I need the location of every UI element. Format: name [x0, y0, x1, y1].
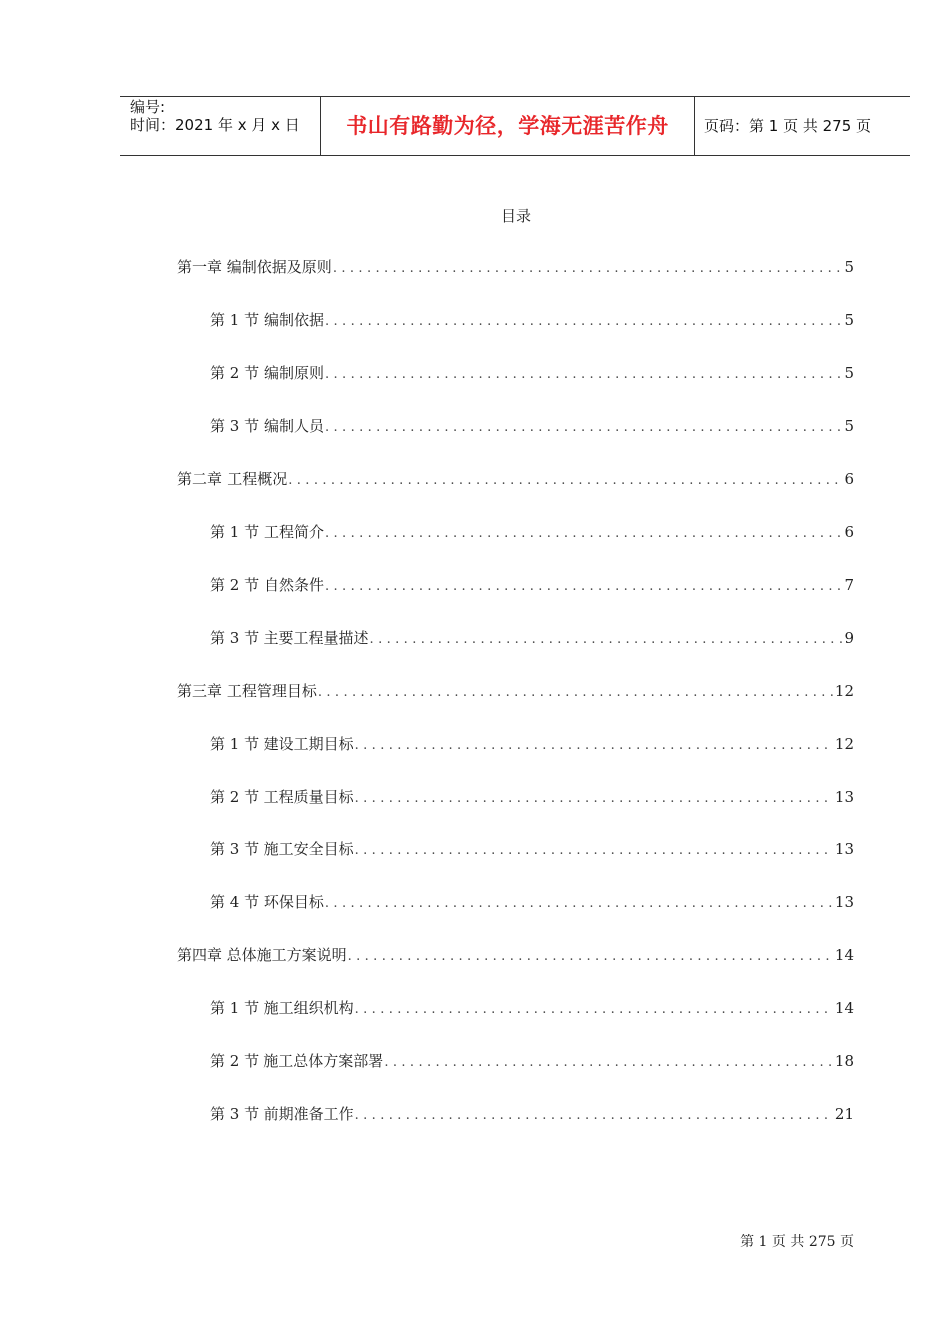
toc-entry-label: 第 1 节: [210, 311, 260, 329]
toc-dot-leader: [332, 258, 843, 280]
toc-entry-label: 第三章: [177, 682, 223, 700]
toc-dot-leader: [324, 417, 842, 439]
toc-entry-text: 工程简介: [263, 523, 324, 541]
toc-entry-text: 工程质量目标: [263, 788, 354, 806]
toc-entry-text: 工程管理目标: [226, 682, 317, 700]
toc-entry-label: 第 1 节: [210, 735, 260, 753]
toc-dot-leader: [354, 1105, 833, 1127]
toc-entry-section[interactable]: [210, 1103, 854, 1125]
toc-entry-page: 5: [844, 258, 854, 276]
toc-dot-leader: [324, 893, 833, 915]
toc-entry-label: 第 2 节: [210, 576, 260, 594]
toc-entry-label: 第 1 节: [210, 523, 260, 541]
toc-entry-page: 13: [834, 840, 854, 858]
toc-entry-page: 12: [834, 735, 854, 753]
toc-entry-page: 13: [834, 788, 854, 806]
toc-dot-leader: [347, 946, 833, 968]
toc-entry-text: 主要工程量描述: [263, 629, 369, 647]
toc-dot-leader: [324, 523, 842, 545]
toc-entry-page: 18: [834, 1052, 854, 1070]
toc-entry-section[interactable]: [210, 574, 854, 596]
toc-entry-text: 施工总体方案部署: [263, 1052, 384, 1070]
toc-entry-section[interactable]: [210, 838, 854, 860]
toc-entry-section[interactable]: [210, 521, 854, 543]
toc-entry-section[interactable]: [210, 733, 854, 755]
time-label: 时间：2021 年 x 月 x 日: [130, 116, 300, 134]
toc-entry-text: 编制依据及原则: [226, 258, 332, 276]
toc-entry-page: 14: [834, 946, 854, 964]
toc-entry-page: 6: [844, 470, 854, 488]
toc-entry-section[interactable]: [210, 891, 854, 913]
toc-entry-label: 第 2 节: [210, 1052, 260, 1070]
toc-entry-label: 第 3 节: [210, 629, 260, 647]
toc-entry-label: 第二章: [177, 470, 223, 488]
toc-entry-page: 6: [844, 523, 854, 541]
header-meta: [130, 97, 320, 155]
toc-entry-label: 第 3 节: [210, 1105, 260, 1123]
toc-entry-label: 第 2 节: [210, 364, 260, 382]
toc-title: 目录: [500, 207, 531, 225]
document-header: [120, 96, 910, 156]
toc-entry-text: 自然条件: [263, 576, 324, 594]
toc-entry-page: 14: [834, 999, 854, 1017]
toc-entry-text: 编制依据: [263, 311, 324, 329]
toc-entry-page: 5: [844, 417, 854, 435]
toc-dot-leader: [354, 999, 833, 1021]
toc-entry-text: 环保目标: [263, 893, 324, 911]
toc-dot-leader: [287, 470, 842, 492]
toc-dot-leader: [354, 788, 833, 810]
toc-entry-label: 第四章: [177, 946, 223, 964]
toc-entry-text: 编制原则: [263, 364, 324, 382]
toc-entry-label: 第 3 节: [210, 840, 260, 858]
toc-entry-text: 建设工期目标: [263, 735, 354, 753]
toc-entry-section[interactable]: [210, 309, 854, 331]
toc-entry-section[interactable]: [210, 362, 854, 384]
header-motto: 书山有路勤为径，学海无涯苦作舟: [346, 114, 669, 138]
number-label: 编号:: [130, 98, 166, 116]
header-divider: [694, 97, 695, 155]
header-page-info: 页码：第 1 页 共 275 页: [704, 117, 872, 135]
toc-entry-text: 工程概况: [227, 470, 288, 488]
toc-entry-page: 13: [834, 893, 854, 911]
toc-entry-label: 第 4 节: [210, 893, 260, 911]
toc-entry-chapter[interactable]: [177, 680, 854, 702]
toc-entry-text: 施工组织机构: [263, 999, 354, 1017]
toc-dot-leader: [354, 840, 833, 862]
toc-dot-leader: [324, 576, 842, 598]
toc-entry-page: 9: [844, 629, 854, 647]
page-footer: 第 1 页 共 275 页: [740, 1234, 854, 1250]
toc-entry-section[interactable]: [210, 627, 854, 649]
toc-entry-section[interactable]: [210, 786, 854, 808]
toc-entry-page: 5: [844, 364, 854, 382]
toc-dot-leader: [383, 1052, 833, 1074]
toc-entry-label: 第一章: [177, 258, 223, 276]
toc-entry-text: 总体施工方案说明: [226, 946, 347, 964]
toc-entry-chapter[interactable]: [177, 944, 854, 966]
toc-entry-chapter[interactable]: [177, 256, 854, 278]
toc-entry-text: 前期准备工作: [263, 1105, 354, 1123]
toc-entry-page: 21: [834, 1105, 854, 1123]
toc-entry-section[interactable]: [210, 1050, 854, 1072]
toc-entry-label: 第 3 节: [210, 417, 260, 435]
toc-dot-leader: [324, 311, 842, 333]
toc-entry-text: 施工安全目标: [263, 840, 354, 858]
toc-dot-leader: [369, 629, 843, 651]
toc-entry-section[interactable]: [210, 415, 854, 437]
toc-entry-page: 12: [834, 682, 854, 700]
toc-entry-page: 7: [844, 576, 854, 594]
toc-dot-leader: [324, 364, 842, 386]
toc-entry-chapter[interactable]: [177, 468, 854, 490]
toc-dot-leader: [354, 735, 833, 757]
toc-dot-leader: [317, 682, 833, 704]
toc-entry-label: 第 2 节: [210, 788, 260, 806]
toc-entry-label: 第 1 节: [210, 999, 260, 1017]
toc-entry-section[interactable]: [210, 997, 854, 1019]
toc-entry-text: 编制人员: [263, 417, 324, 435]
toc-entry-page: 5: [844, 311, 854, 329]
